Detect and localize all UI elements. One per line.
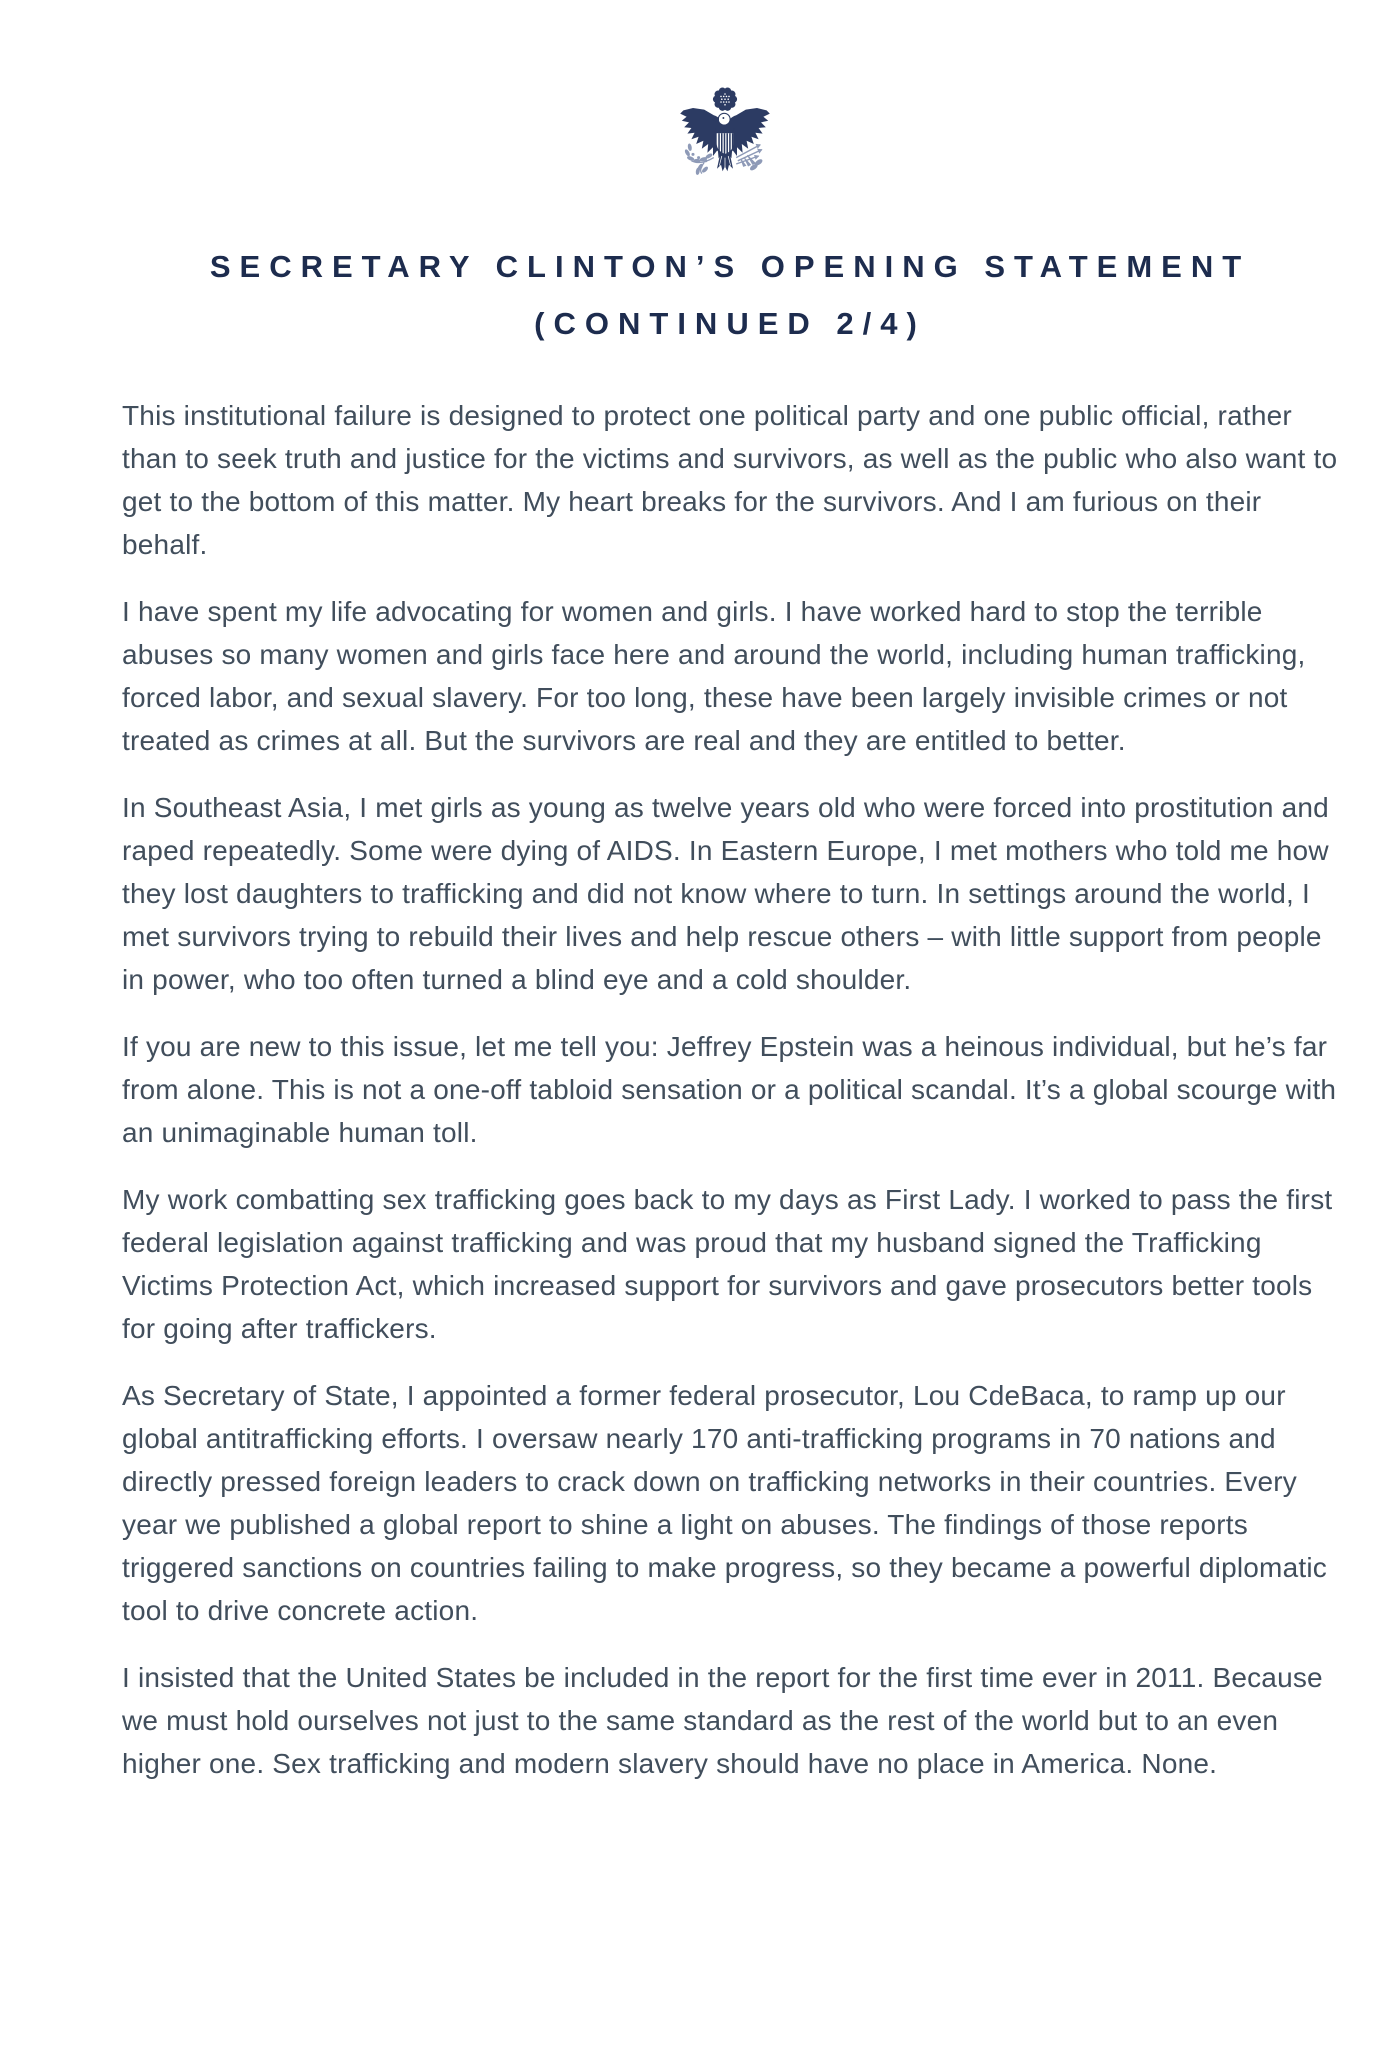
title-line-1: SECRETARY CLINTON’S OPENING STATEMENT — [209, 249, 1251, 284]
paragraph-4: If you are new to this issue, let me tell you: Jeffrey Epstein was a heinous individual, but he’s far from alone. This is not a one-off tabloid sensation or a political scandal. It’s a global scourge with an unimaginable human toll. — [122, 1031, 1337, 1148]
paragraph-6: As Secretary of State, I appointed a former federal prosecutor, Lou CdeBaca, to ramp up our global antitrafficking efforts. I oversaw nearly 170 anti-trafficking programs in 70 nations and directly pressed foreign leaders to crack down on trafficking networks in their countries. Every year we published a global report to shine a light on abuses. The findings of those reports triggered sanctions on countries failing to make progress, so they became a powerful diplomatic tool to drive concrete action. — [122, 1380, 1327, 1626]
document-page — [0, 84, 1396, 2066]
seal-glory-rosette — [713, 88, 737, 111]
paragraph-1: This institutional failure is designed to protect one political party and one public official, rather than to seek truth and justice for the victims and survivors, as well as the public who also want to get to the bottom of this matter. My heart breaks for the survivors. And I am furious on their behalf. — [122, 400, 1338, 560]
title-line-2: (CONTINUED 2/4) — [534, 306, 926, 341]
paragraph-5: My work combatting sex trafficking goes back to my days as First Lady. I worked to pass the first federal legislation against trafficking and was proud that my husband signed the Trafficking Victims Protection Act, which increased support for survivors and gave prosecutors better tools for going after traffickers. — [122, 1184, 1333, 1344]
statement-content — [122, 238, 1338, 1785]
seal-shield — [716, 128, 734, 155]
statement-body — [122, 394, 1338, 1785]
paragraph-3: In Southeast Asia, I met girls as young as twelve years old who were forced into prostitution and raped repeatedly. Some were dying of AIDS. In Eastern Europe, I met mothers who told me how they lost daughters to trafficking and did not know where to turn. In settings around the world, I met survivors trying to rebuild their lives and help rescue others – with little support from people in power, who too often turned a blind eye and a cold shoulder. — [122, 792, 1329, 995]
page-title — [122, 238, 1338, 352]
paragraph-7: I insisted that the United States be included in the report for the first time ever in 2011. Because we must hold ourselves not just to the same standard as the rest of the world but to an even higher one. Sex trafficking and modern slavery should have no place in America. None. — [122, 1662, 1323, 1779]
paragraph-2: I have spent my life advocating for women and girls. I have worked hard to stop the terrible abuses so many women and girls face here and around the world, including human trafficking, forced labor, and sexual slavery. For too long, these have been largely invisible crimes or not treated as crimes at all. But the survivors are real and they are entitled to better. — [122, 596, 1306, 756]
us-great-seal-eagle-icon — [677, 84, 773, 188]
